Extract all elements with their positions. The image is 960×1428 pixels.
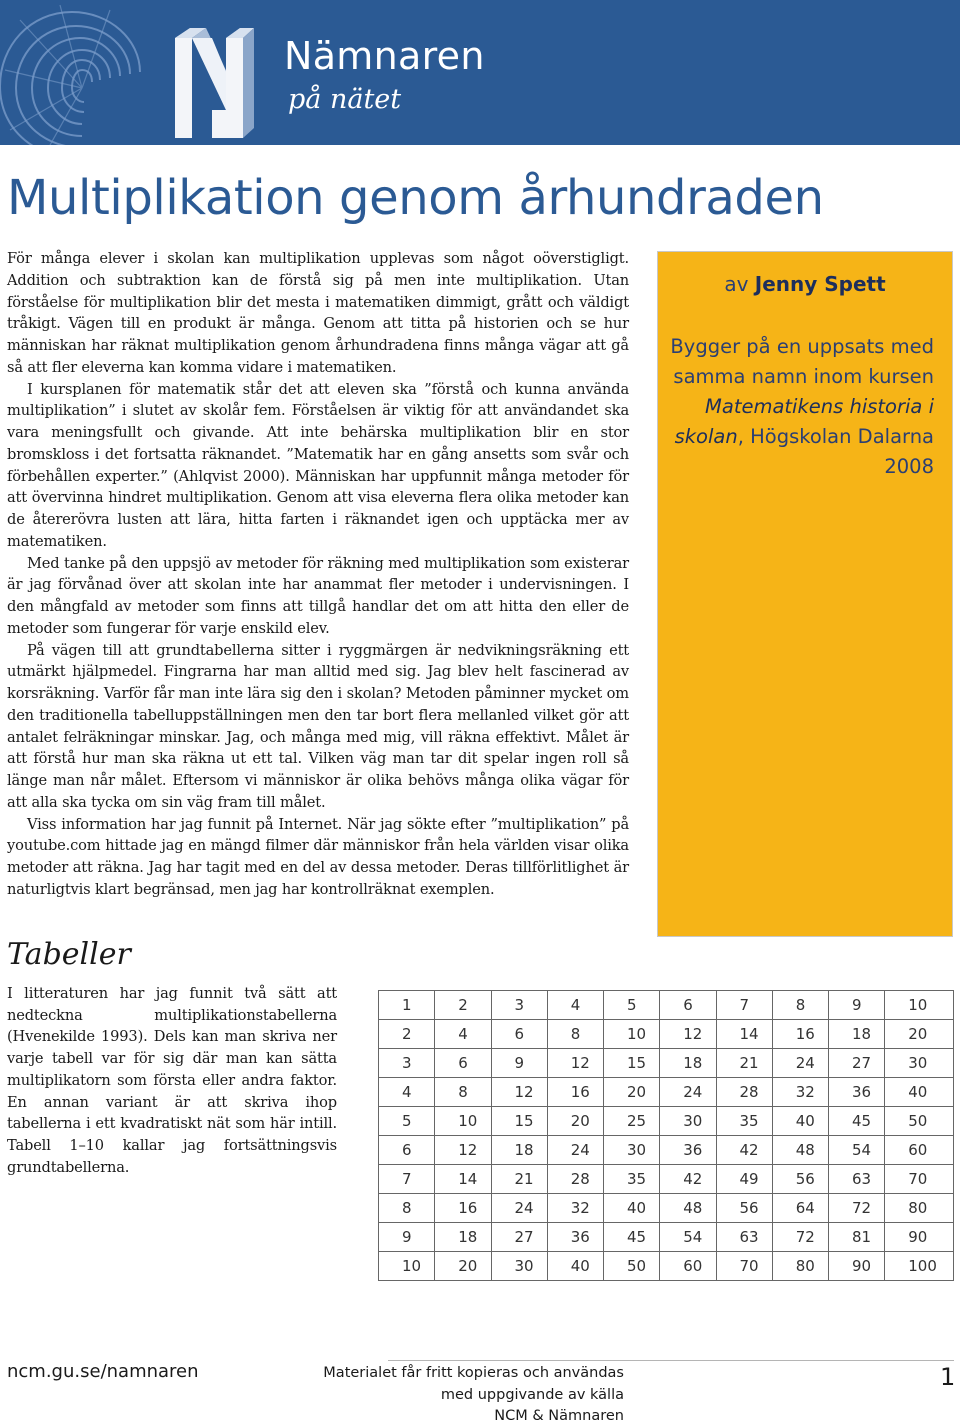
table-cell: 48 <box>660 1194 716 1223</box>
table-cell: 15 <box>604 1049 660 1078</box>
table-cell: 25 <box>604 1107 660 1136</box>
table-cell: 6 <box>491 1020 547 1049</box>
table-cell: 100 <box>885 1252 954 1281</box>
table-cell: 2 <box>435 991 491 1020</box>
table-cell: 20 <box>885 1020 954 1049</box>
table-row <box>379 1252 954 1281</box>
multiplication-table <box>378 990 954 1281</box>
table-cell: 70 <box>716 1252 772 1281</box>
section-heading: Tabeller <box>7 937 131 972</box>
paragraph: Viss information har jag funnit på Internet. När jag sökte efter ”multiplikation” på youtube.com hittade jag en mängd filmer där människor från hela världen visar olika metoder att räkna. Jag har tagit med en del av dessa metoder. Deras tillförlitlighet är naturligtvis klart begränsad, men jag har kontrollräknat exemplen. <box>7 815 629 898</box>
table-cell: 28 <box>716 1078 772 1107</box>
table-cell: 56 <box>716 1194 772 1223</box>
table-row <box>379 1194 954 1223</box>
table-cell: 48 <box>772 1136 828 1165</box>
table-cell: 90 <box>829 1252 885 1281</box>
table-cell: 35 <box>716 1107 772 1136</box>
author-prefix: av <box>724 272 749 296</box>
table-cell: 7 <box>379 1165 435 1194</box>
table-cell: 21 <box>491 1165 547 1194</box>
paragraph: För många elever i skolan kan multiplikation upplevas som något oöverstigligt. Addition och subtraktion kan de förstå sig på men inte multiplikation. Utan förståelse för multiplikation blir det mesta i matematiken dimmigt, grått och väldigt tråkigt. Vägen till en produkt är många. Genom att titta på historien och se hur människan har räknat multiplikation genom århundradena finns många vägar att gå så att fler eleverna kan komma vidare i matematiken. <box>7 250 629 376</box>
table-cell: 36 <box>660 1136 716 1165</box>
table-cell: 12 <box>435 1136 491 1165</box>
table-cell: 7 <box>716 991 772 1020</box>
table-cell: 4 <box>379 1078 435 1107</box>
table-row <box>379 1223 954 1252</box>
table-row <box>379 1136 954 1165</box>
table-cell: 4 <box>435 1020 491 1049</box>
source-note-institution: , Högskolan Dalarna 2008 <box>737 425 934 478</box>
table-cell: 5 <box>379 1107 435 1136</box>
table-cell: 54 <box>660 1223 716 1252</box>
table-cell: 20 <box>547 1107 603 1136</box>
table-cell: 81 <box>829 1223 885 1252</box>
source-note-text: Bygger på en uppsats med samma namn inom kursen <box>670 335 934 388</box>
table-cell: 50 <box>604 1252 660 1281</box>
table-cell: 2 <box>379 1020 435 1049</box>
table-cell: 54 <box>829 1136 885 1165</box>
nautilus-shell-logo <box>0 0 280 145</box>
table-cell: 10 <box>379 1252 435 1281</box>
table-cell: 20 <box>435 1252 491 1281</box>
table-cell: 12 <box>660 1020 716 1049</box>
table-cell: 24 <box>772 1049 828 1078</box>
paragraph: Med tanke på den uppsjö av metoder för räkning med multiplikation som existerar är jag förvånad över att skolan inte har anammat fler metoder i undervisningen. I den mångfald av metoder som finns att tillgå handlar det om att hitta den eller de metoder som fungerar för varje enskild elev. <box>7 554 629 637</box>
table-cell: 30 <box>660 1107 716 1136</box>
paragraph: I kursplanen för matematik står det att eleven ska ”förstå och kunna använda multiplikation” i slutet av skolår fem. Förståelsen är viktig för att användandet ska vara meningsfullt och givande. Att inte behärska multiplikation blir en stor bromskloss i det fortsatta räknandet. ”Matematik har en gång ansetts som svår och förbehållen experter.” (Ahlqvist 2000). Människan har uppfunnit många metoder för att övervinna hindret multiplikation. Genom att visa eleverna flera olika metoder kan de återerövra lusten att lära, hitta farten i räknandet igen och upptäcka mer av matematiken. <box>7 380 629 550</box>
table-cell: 18 <box>491 1136 547 1165</box>
table-cell: 35 <box>604 1165 660 1194</box>
table-cell: 63 <box>829 1165 885 1194</box>
table-cell: 9 <box>829 991 885 1020</box>
table-cell: 42 <box>716 1136 772 1165</box>
table-row <box>379 1049 954 1078</box>
author-line <box>658 272 952 296</box>
paragraph: På vägen till att grundtabellerna sitter i ryggmärgen är nedvikningsräkning ett utmärkt hjälpmedel. Fingrarna har man alltid med sig. Jag blev helt fascinerad av korsräkning. Varför får man inte lära sig den i skolan? Metoden påminner mycket om den traditionella tabelluppställningen men den tar bort flera mellanled vilket gör att antalet felräkningar minskar. Jag, och många med mig, vill räkna effektivt. Målet är att förstå hur man ska räkna ut ett tal. Vilken väg man tar dit spelar ingen roll så länge man når målet. Eftersom vi människor är olika behövs många olika vägar för att alla ska tycka om sin väg fram till målet. <box>7 641 629 811</box>
table-cell: 72 <box>829 1194 885 1223</box>
footer-license <box>300 1363 624 1428</box>
table-cell: 24 <box>491 1194 547 1223</box>
footer-divider <box>388 1360 954 1361</box>
table-cell: 15 <box>491 1107 547 1136</box>
table-cell: 42 <box>660 1165 716 1194</box>
table-cell: 18 <box>829 1020 885 1049</box>
table-cell: 64 <box>772 1194 828 1223</box>
table-cell: 6 <box>660 991 716 1020</box>
table-cell: 14 <box>435 1165 491 1194</box>
table-row <box>379 991 954 1020</box>
table-cell: 90 <box>885 1223 954 1252</box>
table-cell: 16 <box>435 1194 491 1223</box>
table-cell: 6 <box>435 1049 491 1078</box>
table-cell: 12 <box>547 1049 603 1078</box>
table-cell: 5 <box>604 991 660 1020</box>
table-cell: 40 <box>772 1107 828 1136</box>
table-cell: 40 <box>604 1194 660 1223</box>
table-row <box>379 1020 954 1049</box>
table-cell: 40 <box>885 1078 954 1107</box>
license-line: med uppgivande av källa <box>440 1386 624 1403</box>
table-cell: 28 <box>547 1165 603 1194</box>
table-cell: 30 <box>604 1136 660 1165</box>
table-cell: 49 <box>716 1165 772 1194</box>
table-cell: 80 <box>772 1252 828 1281</box>
table-cell: 32 <box>772 1078 828 1107</box>
table-cell: 27 <box>491 1223 547 1252</box>
footer-url: ncm.gu.se/namnaren <box>7 1361 199 1382</box>
table-cell: 16 <box>547 1078 603 1107</box>
table-cell: 70 <box>885 1165 954 1194</box>
table-cell: 8 <box>772 991 828 1020</box>
table-cell: 4 <box>547 991 603 1020</box>
header-banner <box>0 0 960 145</box>
license-line: NCM & Nämnaren <box>494 1408 624 1424</box>
article-title: Multiplikation genom århundraden <box>7 170 824 226</box>
table-cell: 12 <box>491 1078 547 1107</box>
table-cell: 30 <box>491 1252 547 1281</box>
table-cell: 24 <box>660 1078 716 1107</box>
table-cell: 21 <box>716 1049 772 1078</box>
table-cell: 6 <box>379 1136 435 1165</box>
table-cell: 80 <box>885 1194 954 1223</box>
table-cell: 3 <box>491 991 547 1020</box>
author-sidebar <box>657 251 953 937</box>
table-cell: 20 <box>604 1078 660 1107</box>
table-cell: 60 <box>660 1252 716 1281</box>
table-cell: 10 <box>435 1107 491 1136</box>
table-cell: 36 <box>547 1223 603 1252</box>
table-cell: 30 <box>885 1049 954 1078</box>
course-name: Matematikens historia i skolan <box>674 395 934 448</box>
section-text: I litteraturen har jag funnit två sätt att nedteckna multiplikationstabellerna (Hvenekilde 1993). Dels kan man skriva ner varje tabell var för sig där man kan sätta multiplikatorn som första eller andra faktor. En annan variant är att skriva ihop tabellerna i ett kvadratiskt nät som här intill. Tabell 1–10 kallar jag fortsättningsvis grundtabellerna. <box>7 985 337 1176</box>
table-cell: 14 <box>716 1020 772 1049</box>
magazine-subtitle: på nätet <box>288 84 402 115</box>
table-cell: 1 <box>379 991 435 1020</box>
article-body <box>7 248 629 901</box>
table-cell: 50 <box>885 1107 954 1136</box>
table-cell: 40 <box>547 1252 603 1281</box>
author-name: Jenny Spett <box>754 272 886 296</box>
table-cell: 45 <box>604 1223 660 1252</box>
table-cell: 8 <box>379 1194 435 1223</box>
table-cell: 63 <box>716 1223 772 1252</box>
source-note <box>670 332 934 482</box>
table-cell: 8 <box>547 1020 603 1049</box>
table-cell: 56 <box>772 1165 828 1194</box>
table-cell: 18 <box>660 1049 716 1078</box>
table-cell: 45 <box>829 1107 885 1136</box>
table-row <box>379 1107 954 1136</box>
table-row <box>379 1165 954 1194</box>
table-row <box>379 1078 954 1107</box>
table-cell: 72 <box>772 1223 828 1252</box>
license-line: Materialet får fritt kopieras och användas <box>323 1365 624 1381</box>
table-cell: 8 <box>435 1078 491 1107</box>
table-cell: 18 <box>435 1223 491 1252</box>
table-cell: 24 <box>547 1136 603 1165</box>
table-cell: 32 <box>547 1194 603 1223</box>
table-cell: 3 <box>379 1049 435 1078</box>
table-cell: 10 <box>604 1020 660 1049</box>
table-cell: 27 <box>829 1049 885 1078</box>
table-cell: 9 <box>491 1049 547 1078</box>
table-cell: 36 <box>829 1078 885 1107</box>
table-cell: 16 <box>772 1020 828 1049</box>
table-cell: 60 <box>885 1136 954 1165</box>
table-cell: 10 <box>885 991 954 1020</box>
magazine-title: Nämnaren <box>284 34 485 78</box>
page-number: 1 <box>940 1363 956 1391</box>
table-cell: 9 <box>379 1223 435 1252</box>
